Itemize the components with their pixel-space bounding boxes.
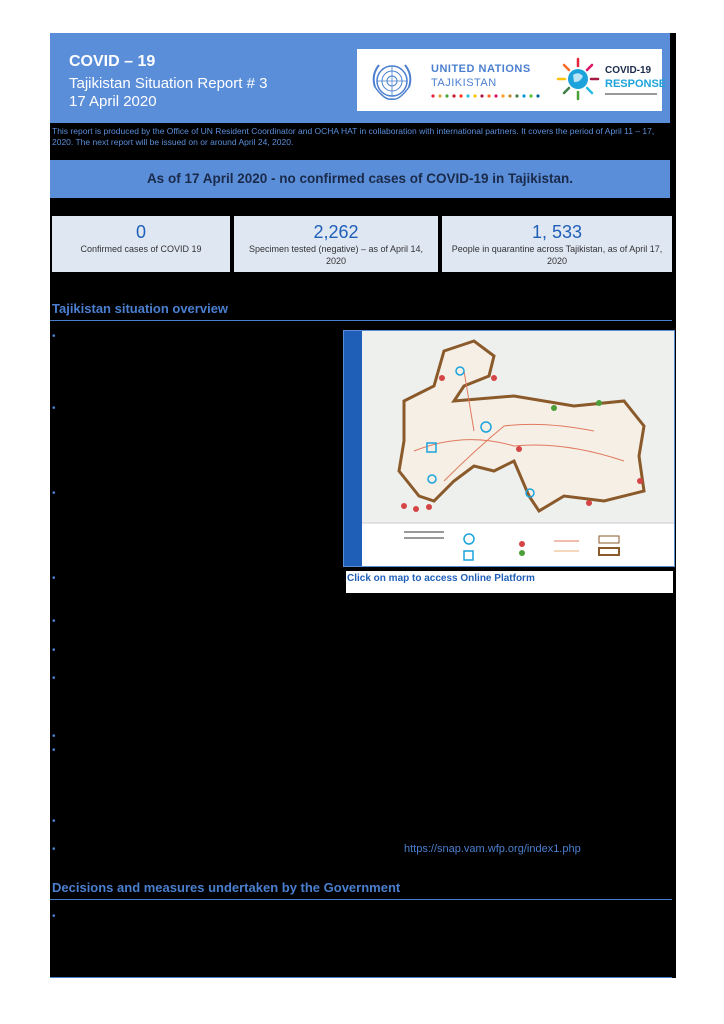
stat-label: People in quarantine across Tajikistan, as of April 17, 2020 xyxy=(451,244,663,266)
bullet-marker: • xyxy=(52,673,56,684)
bullet-marker: • xyxy=(52,731,56,742)
stat-value: 0 xyxy=(135,222,146,242)
bullet-marker: • xyxy=(52,573,56,584)
map-graphic xyxy=(344,331,674,566)
report-page xyxy=(50,33,676,978)
stat-label: Confirmed cases of COVID 19 xyxy=(80,244,202,254)
tajikistan-map[interactable] xyxy=(343,330,675,567)
un-emblem-icon xyxy=(367,57,417,105)
bullet-marker: • xyxy=(52,331,56,342)
stat-value: 1, 533 xyxy=(531,222,583,242)
section-title-overview: Tajikistan situation overview xyxy=(52,301,229,316)
stat-value: 2,262 xyxy=(313,222,359,242)
covid-logo-tagline xyxy=(605,93,657,95)
bullet-marker: • xyxy=(52,816,56,827)
bullet-marker: • xyxy=(52,911,56,922)
stat-quarantine xyxy=(442,216,672,272)
section-rule xyxy=(50,899,672,900)
bullet-marker: • xyxy=(52,745,56,756)
stat-label: Specimen tested (negative) – as of April 14, 2020 xyxy=(248,244,424,266)
page-bottom-rule xyxy=(50,977,672,978)
report-subtitle: Tajikistan Situation Report # 3 xyxy=(69,75,268,92)
covid-logo-line2: RESPONSE xyxy=(605,78,667,90)
report-title: COVID – 19 xyxy=(69,53,156,70)
snap-platform-link[interactable]: https://snap.vam.wfp.org/index1.php xyxy=(404,843,581,855)
un-name: UNITED NATIONS xyxy=(431,63,531,75)
stats-row xyxy=(52,216,672,272)
bullet-marker: • xyxy=(52,645,56,656)
map-caption-link[interactable] xyxy=(346,571,673,593)
covid-response-icon xyxy=(555,55,601,103)
bullet-marker: • xyxy=(52,616,56,627)
status-banner: As of 17 April 2020 - no confirmed cases of COVID-19 in Tajikistan. xyxy=(50,160,670,198)
bullet-marker: • xyxy=(52,403,56,414)
stat-confirmed xyxy=(52,216,230,272)
stat-tested xyxy=(234,216,438,272)
section-rule xyxy=(50,320,672,321)
section-title-decisions: Decisions and measures undertaken by the Government xyxy=(52,880,401,895)
sdg-dots-icon xyxy=(431,94,541,98)
bullet-marker: • xyxy=(52,488,56,499)
bullet-marker: • xyxy=(52,844,56,855)
logo-panel xyxy=(357,49,667,111)
report-date: 17 April 2020 xyxy=(69,93,157,110)
un-country: TAJIKISTAN xyxy=(431,77,497,89)
intro-text: This report is produced by the Office of UN Resident Coordinator and OCHA HAT in collaboration with international partners. It covers the period of April 11 – 17, 2020. The next report will be issued on or around April 24, 2020. xyxy=(52,126,655,147)
report-header xyxy=(50,33,670,123)
covid-logo-line1: COVID-19 xyxy=(605,65,652,76)
map-caption-text: Click on map to access Online Platform xyxy=(347,573,535,584)
